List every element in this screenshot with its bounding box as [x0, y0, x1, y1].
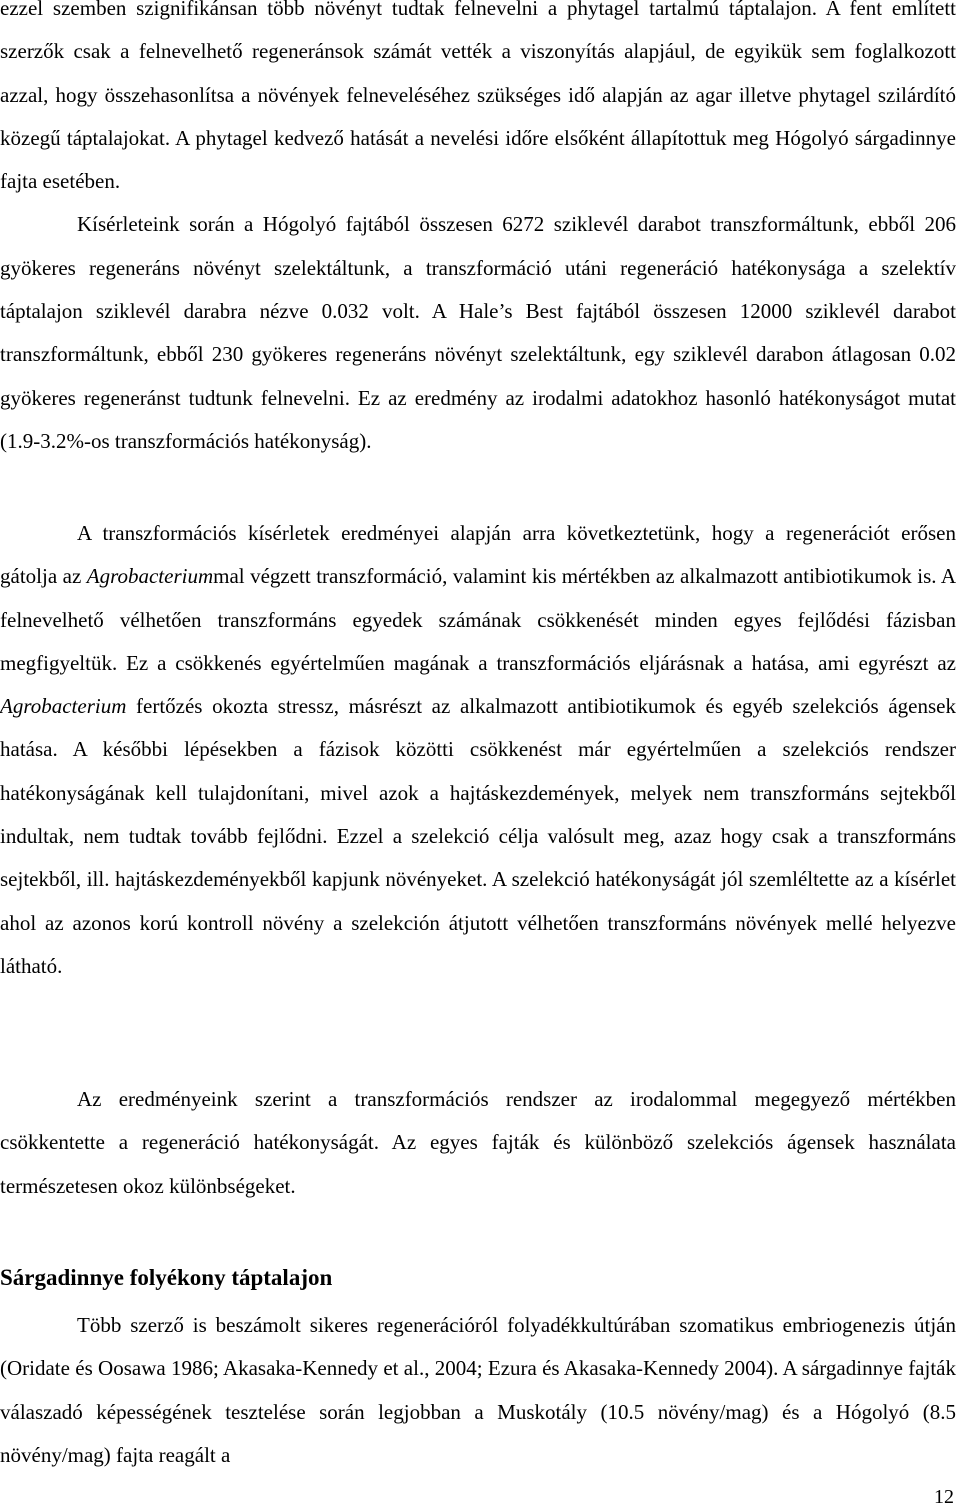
- paragraph-text: Kísérleteink során a Hógolyó fajtából összesen 6272 sziklevél darabot transzformáltunk, ebből 206 gyökeres regeneráns növényt szelektáltunk, a transzformáció utáni regeneráció hatékonysága a szelektív táptalajon sziklevél darabra nézve 0.032 volt. A Hale’s Best fajtából összesen 12000 sziklevél darabot transzformáltunk, ebből 230 gyökeres regeneráns növényt szelektáltunk, egy sziklevél darabon átlagosan 0.02 gyökeres regeneránst tudtunk felnevelni. Ez az eredmény az irodalmi adatokhoz hasonló hatékonyságot mutat (1.9-3.2%-os transzformációs hatékonyság).: [0, 212, 956, 453]
- italic-term: Agrobacterium: [86, 564, 214, 589]
- body-paragraph: [0, 0, 956, 463]
- body-paragraph: [0, 1304, 956, 1477]
- section-heading: Sárgadinnye folyékony táptalajon: [0, 1265, 333, 1290]
- paragraph-text: Az eredményeink szerint a transzformációs rendszer az irodalommal megegyező mértékben csökkentette a regeneráció hatékonyságát. Az egyes fajták és különböző szelekciós ágensek használata természetesen okoz különbségeket.: [0, 1087, 956, 1198]
- paragraph-text: ezzel szemben szignifikánsan több növényt tudtak felnevelni a phytagel tartalmú táptalajon. A fent említett szerzők csak a felnevelhető regeneránsok számát vették a viszonyítás alapjául, de egyikük sem foglalkozott azzal, hogy összehasonlítsa a növények felneveléséhez szükséges idő alapján az agar illetve phytagel szilárdító közegű táptalajokat. A phytagel kedvező hatását a nevelési időre elsőként állapítottuk meg Hógolyó sárgadinnye fajta esetében.: [0, 0, 956, 194]
- italic-term: Agrobacterium: [0, 694, 127, 719]
- paragraph-text: mal végzett transzformáció, valamint kis mértékben az alkalmazott antibiotikumok is. A felnevelhető vélhetően transzformáns egyedek számának csökkenését minden egyes fejlődési fázisban megfigyeltük. Ez a csökkenés egyértelműen magának a transzformációs eljárásnak a hatása, ami egyrészt az: [0, 564, 956, 675]
- body-paragraph: [0, 512, 956, 988]
- body-paragraph: [0, 1078, 956, 1208]
- page-number: 12: [934, 1486, 954, 1508]
- paragraph-text: Több szerző is beszámolt sikeres regenerációról folyadékkultúrában szomatikus embriogenezis útján (Oridate és Oosawa 1986; Akasaka-Kennedy et al., 2004; Ezura és Akasaka-Kennedy 2004). A sárgadinnye fajták válaszadó képességének tesztelése során legjobban a Muskotály (10.5 növény/mag) és a Hógolyó (8.5 növény/mag) fajta reagált a: [0, 1313, 956, 1467]
- paragraph-text: fertőzés okozta stressz, másrészt az alkalmazott antibiotikumok és egyéb szelekciós ágensek hatása. A későbbi lépésekben a fázisok közötti csökkenést már egyértelműen a szelekciós rendszer hatékonyságának kell tulajdonítani, mivel azok a hajtáskezdemények, melyek nem transzformáns sejtekből indultak, nem tudtak tovább fejlődni. Ezzel a szelekció célja valósult meg, azaz hogy csak a transzformáns sejtekből, ill. hajtáskezdeményekből kapjunk növényeket. A szelekció hatékonyságát jól szemléltette az a kísérlet ahol az azonos korú kontroll növény a szelekción átjutott vélhetően transzformáns növények mellé helyezve látható.: [0, 694, 956, 978]
- paragraph-text: A transzformációs kísérletek eredményei alapján arra következtetünk, hogy a regenerációt erősen gátolja az: [0, 521, 956, 589]
